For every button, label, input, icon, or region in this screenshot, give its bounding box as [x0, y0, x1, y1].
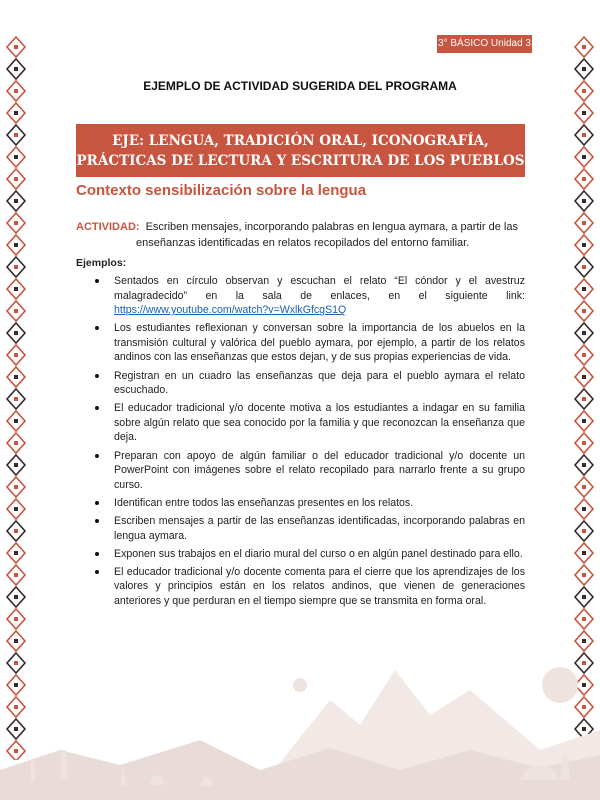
border-dot — [582, 67, 586, 71]
youtube-link[interactable]: https://www.youtube.com/watch?v=WxlkGfcgS1Q — [114, 304, 347, 317]
border-dot — [14, 463, 18, 467]
list-item: El educador tradicional y/o docente comenta para el cierre que los aprendizajes de los valores y principios están en los relatos andinos, que vienen de generaciones anteriores y que perduran en el tiempo siempre que se transmita en forma oral. — [92, 565, 525, 609]
border-dot — [14, 485, 18, 489]
border-dot — [14, 309, 18, 313]
border-dot — [14, 133, 18, 137]
border-dot — [582, 199, 586, 203]
border-dot — [582, 375, 586, 379]
border-dot — [14, 177, 18, 181]
border-dot — [14, 419, 18, 423]
list-item: Los estudiantes reflexionan y conversan sobre la importancia de los abuelos en la transmisión cultural y valórica del pueblo aymara, por ejemplo, a partir de los relatos andinos con las enseñanzas que estos dejan, y de sus propias experiencias de vida. — [92, 321, 525, 365]
border-dot — [582, 617, 586, 621]
border-dot — [14, 155, 18, 159]
border-dot — [14, 45, 18, 49]
border-dot — [14, 397, 18, 401]
examples-label: Ejemplos: — [76, 257, 127, 269]
border-dot — [582, 331, 586, 335]
border-dot — [582, 353, 586, 357]
list-item: Exponen sus trabajos en el diario mural del curso o en algún panel destinado para ello. — [92, 547, 525, 562]
page-heading: EJEMPLO DE ACTIVIDAD SUGERIDA DEL PROGRAMA — [143, 79, 457, 93]
border-dot — [582, 155, 586, 159]
border-dot — [14, 507, 18, 511]
section-title: Contexto sensibilización sobre la lengua — [76, 182, 367, 199]
border-dot — [14, 221, 18, 225]
border-dot — [582, 463, 586, 467]
list-item: Identifican entre todos las enseñanzas presentes en los relatos. — [92, 496, 525, 511]
axis-banner-line-1: EJE: LENGUA, TRADICIÓN ORAL, ICONOGRAFÍA, — [112, 132, 489, 149]
list-item-text: Sentados en círculo observan y escuchan el relato “El cóndor y el avestruz malagradecido” en la sala de enlaces, en el siguiente link: — [114, 275, 525, 302]
border-dot — [14, 529, 18, 533]
border-dot — [14, 111, 18, 115]
list-item: Preparan con apoyo de algún familiar o del educador tradicional y/o docente un PowerPoint con imágenes sobre el relato recopilado para narrarlo frente a su grupo curso. — [92, 449, 525, 493]
border-dot — [582, 595, 586, 599]
border-dot — [14, 551, 18, 555]
border-dot — [582, 177, 586, 181]
border-dot — [582, 309, 586, 313]
andean-landscape-illustration — [0, 630, 600, 800]
list-item: Escriben mensajes a partir de las enseñanzas identificadas, incorporando palabras en lengua aymara. — [92, 514, 525, 543]
border-dot — [14, 67, 18, 71]
border-dot — [582, 507, 586, 511]
activity-label: ACTIVIDAD: — [76, 221, 140, 233]
border-dot — [582, 243, 586, 247]
border-dot — [582, 133, 586, 137]
activity-text-line-2: enseñanzas identificadas en relatos recopilados del entorno familiar. — [136, 237, 470, 249]
list-item: Registran en un cuadro las enseñanzas que deja para el pueblo aymara el relato escuchado. — [92, 369, 525, 398]
axis-banner — [76, 124, 525, 177]
examples-list — [92, 274, 525, 612]
border-dot — [582, 265, 586, 269]
border-dot — [14, 595, 18, 599]
border-dot — [14, 265, 18, 269]
border-dot — [582, 441, 586, 445]
border-dot — [582, 485, 586, 489]
border-dot — [582, 221, 586, 225]
border-dot — [582, 45, 586, 49]
axis-banner-line-2: PRÁCTICAS DE LECTURA Y ESCRITURA DE LOS PUEBLOS — [76, 152, 525, 169]
activity-block — [76, 219, 525, 251]
border-dot — [582, 551, 586, 555]
border-dot — [14, 573, 18, 577]
border-dot — [582, 419, 586, 423]
border-dot — [14, 243, 18, 247]
list-item — [92, 274, 525, 318]
border-dot — [14, 353, 18, 357]
border-dot — [14, 375, 18, 379]
unit-badge: 3° BÁSICO Unidad 3 — [437, 35, 532, 53]
border-dot — [14, 287, 18, 291]
activity-text-line-1: Escriben mensajes, incorporando palabras en lengua aymara, a partir de las — [145, 221, 518, 233]
border-dot — [582, 573, 586, 577]
border-dot — [582, 287, 586, 291]
border-dot — [582, 397, 586, 401]
border-dot — [582, 111, 586, 115]
border-dot — [14, 199, 18, 203]
border-dot — [14, 331, 18, 335]
list-item: El educador tradicional y/o docente motiva a los estudiantes a indagar en su familia sobre algún relato que sea conocido por la familia y que reconozcan la enseñanza que deja. — [92, 401, 525, 445]
border-dot — [14, 441, 18, 445]
border-dot — [582, 529, 586, 533]
border-dot — [14, 617, 18, 621]
